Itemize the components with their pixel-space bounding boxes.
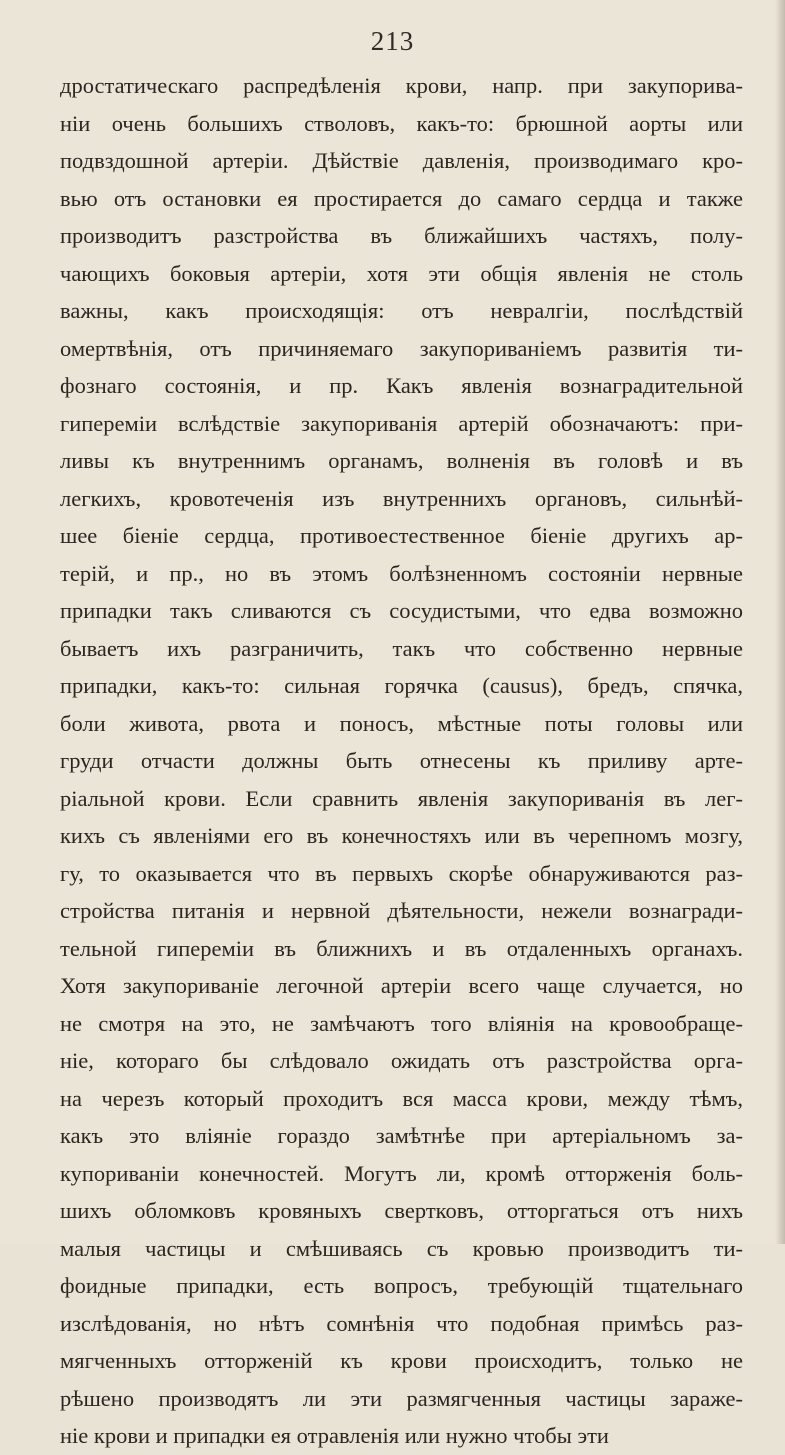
text-line: припадки такъ сливаются съ сосудистыми, что едва возможно [60, 598, 743, 623]
text-line: стройства питанія и нервной дѣятельности, нежели вознагради- [60, 898, 743, 923]
text-line: ніи очень большихъ стволовъ, какъ-то: брюшной аорты или [60, 110, 743, 136]
text-line: дростатическаго распредѣленія крови, напр. при закупорива- [60, 73, 743, 98]
text-line: ливы къ внутреннимъ органамъ, волненія въ головѣ и въ [60, 448, 743, 473]
text-line: мягченныхъ отторженій къ крови происходитъ, только не [60, 1348, 743, 1373]
text-line: фознаго состоянія, и пр. Какъ явленія вознаградительной [60, 373, 743, 398]
text-line: тельной гипереміи въ ближнихъ и въ отдаленныхъ органахъ. [60, 935, 743, 961]
text-line: припадки, какъ-то: сильная горячка (causus), бредъ, спячка, [60, 673, 743, 698]
text-line: подвздошной артеріи. Дѣйствіе давленія, производимаго кро- [60, 148, 743, 173]
text-line: ніе, котораго бы слѣдовало ожидать отъ разстройства орга- [60, 1048, 743, 1073]
text-line: бываетъ ихъ разграничить, такъ что собственно нервные [60, 635, 743, 661]
text-line: какъ это вліяніе гораздо замѣтнѣе при артеріальномъ за- [60, 1123, 743, 1148]
text-line: фоидные припадки, есть вопросъ, требующій тщательнаго [60, 1273, 743, 1298]
text-line: изслѣдованія, но нѣтъ сомнѣнія что подобная примѣсь раз- [60, 1310, 743, 1336]
text-line: терій, и пр., но въ этомъ болѣзненномъ состояніи нервные [60, 560, 743, 586]
text-line: шее біеніе сердца, противоестественное біеніе другихъ ар- [60, 523, 743, 548]
text-line: не смотря на это, не замѣчаютъ того вліянія на кровообраще- [60, 1010, 743, 1036]
text-line: купориваніи конечностей. Могутъ ли, кромѣ отторженія боль- [60, 1160, 743, 1186]
text-line: малыя частицы и смѣшиваясь съ кровью производитъ ти- [60, 1235, 743, 1261]
page-text [60, 67, 743, 1455]
text-line: производитъ разстройства въ ближайшихъ частяхъ, полу- [60, 223, 743, 248]
page-number: 213 [370, 26, 415, 56]
text-line: гу, то оказывается что въ первыхъ скорѣе обнаруживаются раз- [60, 860, 743, 886]
text-line: груди отчасти должны быть отнесены къ приливу арте- [60, 748, 743, 773]
text-line: чающихъ боковыя артеріи, хотя эти общія явленія не столь [60, 260, 743, 286]
text-line: Хотя закупориваніе легочной артеріи всего чаще случается, но [60, 973, 743, 998]
text-line: кихъ съ явленіями его въ конечностяхъ или въ черепномъ мозгу, [60, 823, 743, 848]
text-line: легкихъ, кровотеченія изъ внутреннихъ органовъ, сильнѣй- [60, 485, 743, 511]
text-line: вью отъ остановки ея простирается до самаго сердца и также [60, 185, 743, 211]
text-line: боли живота, рвота и поносъ, мѣстные поты головы или [60, 710, 743, 736]
text-line: омертвѣнія, отъ причиняемаго закупориваніемъ развитія ти- [60, 335, 743, 361]
text-line: гипереміи вслѣдствіе закупориванія артерій обозначаютъ: при- [60, 410, 743, 436]
text-line: ніе крови и припадки ея отравленія или нужно чтобы эти [60, 1423, 609, 1448]
text-line: на черезъ который проходитъ вся масса крови, между тѣмъ, [60, 1085, 743, 1111]
text-line: ріальной крови. Если сравнить явленія закупориванія въ лег- [60, 785, 743, 811]
text-line: шихъ обломковъ кровяныхъ свертковъ, отторгаться отъ нихъ [60, 1198, 743, 1223]
text-line: рѣшено производятъ ли эти размягченныя частицы зараже- [60, 1385, 743, 1411]
page-edge-shadow [775, 0, 785, 1244]
text-line: важны, какъ происходящія: отъ невралгіи, послѣдствій [60, 298, 743, 323]
